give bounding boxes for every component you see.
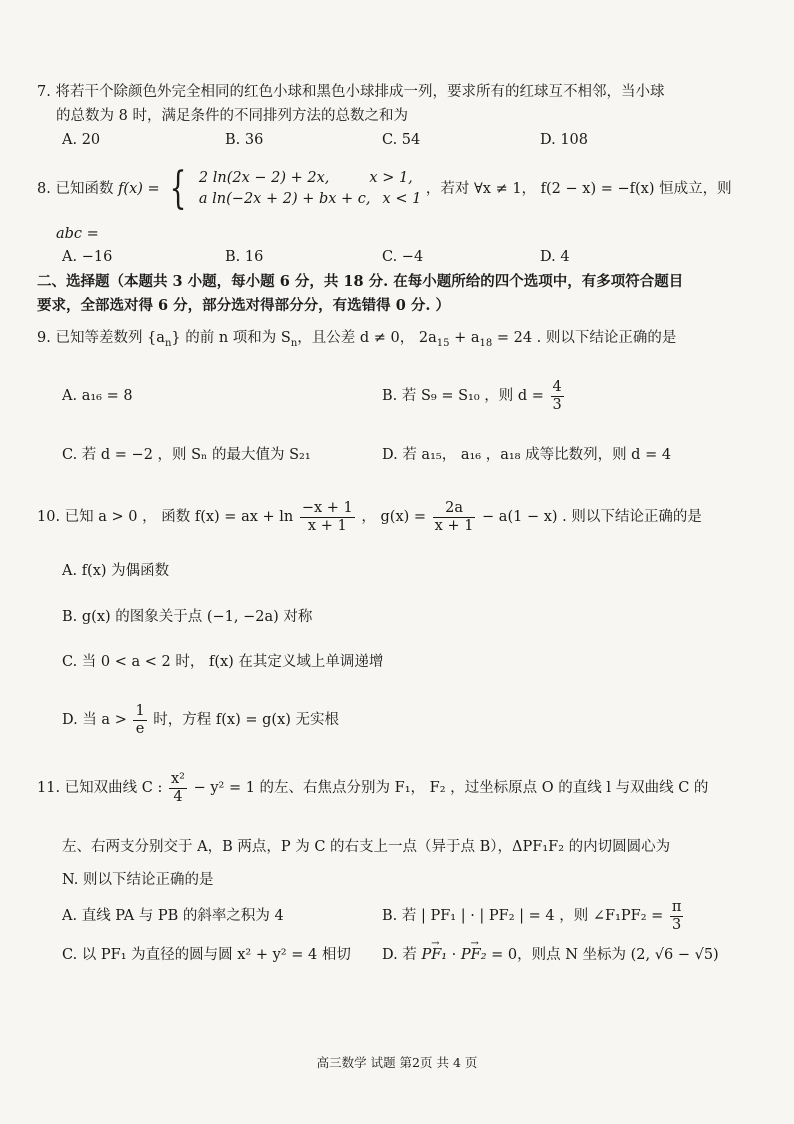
q10-option-d bbox=[62, 700, 339, 740]
q10-option-c: C. 当 0 < a < 2 时， f(x) 在其定义域上单调递增 bbox=[62, 654, 384, 670]
q11-option-a: A. 直线 PA 与 PB 的斜率之积为 4 bbox=[62, 908, 284, 924]
q9-sub-18: 18 bbox=[479, 337, 493, 349]
q8-option-b: B. 16 bbox=[225, 249, 264, 265]
q9-option-b-fraction bbox=[551, 379, 564, 414]
q11-option-d-post: = 0，则点 N 坐标为 (2, √6 − √5) bbox=[486, 947, 719, 963]
q10-option-a: A. f(x) 为偶函数 bbox=[62, 563, 170, 579]
q9-stem-a: 9. 已知等差数列 {a bbox=[37, 330, 165, 346]
fraction-numerator: x² bbox=[170, 770, 185, 787]
fraction-numerator: 4 bbox=[552, 378, 562, 395]
q11-option-b bbox=[382, 898, 685, 934]
vector-pf1: → PF₁ bbox=[421, 945, 447, 965]
q11-hyperbola-fraction bbox=[169, 771, 187, 806]
q8-option-d: D. 4 bbox=[540, 249, 570, 265]
q8-piecewise bbox=[199, 168, 421, 210]
fraction-numerator: −x + 1 bbox=[301, 499, 353, 516]
q11-stem-line1 bbox=[37, 768, 708, 808]
fraction-numerator: π bbox=[671, 898, 682, 915]
q10-option-d-fraction bbox=[133, 703, 146, 738]
q11-option-d bbox=[382, 945, 719, 965]
q8-stem-line2: abc = bbox=[56, 226, 99, 242]
q9-stem-e: = 24 . 则以下结论正确的是 bbox=[492, 330, 677, 346]
q8-option-a: A. −16 bbox=[62, 249, 113, 265]
q9-stem-d: + a bbox=[449, 330, 480, 346]
q10-f-fraction bbox=[300, 500, 355, 535]
q9-option-b bbox=[382, 378, 566, 414]
fraction-denominator: 3 bbox=[552, 396, 562, 413]
q8-cond1: x > 1, bbox=[369, 170, 413, 186]
q9-sub-n2: n bbox=[290, 337, 298, 349]
q11-stem-line3: N. 则以下结论正确的是 bbox=[62, 872, 214, 888]
fraction-denominator: x + 1 bbox=[434, 517, 474, 534]
section2-heading-line2: 要求，全部选对得 6 分，部分选对得部分分，有选错得 0 分. ） bbox=[37, 297, 450, 314]
vector-pf2: → PF₂ bbox=[461, 945, 487, 965]
q8-prefix: 8. 已知函数 bbox=[37, 181, 114, 197]
q11-stem-line2: 左、右两支分别交于 A，B 两点，P 为 C 的右支上一点（异于点 B），ΔPF₁F₂ 的内切圆圆心为 bbox=[62, 839, 671, 855]
q10-option-d-post: 时，方程 f(x) = g(x) 无实根 bbox=[153, 712, 340, 728]
q9-option-b-text: B. 若 S₉ = S₁₀ ，则 d = bbox=[382, 388, 544, 404]
q10-option-d-pre: D. 当 a > bbox=[62, 712, 127, 728]
q8-cond2: x < 1 bbox=[382, 191, 422, 207]
piecewise-brace: { bbox=[169, 163, 187, 214]
q10-stem-pre: 10. 已知 a > 0 ， 函数 f(x) = ax + ln bbox=[37, 509, 294, 525]
q9-stem bbox=[37, 328, 676, 354]
q9-option-a: A. a₁₆ = 8 bbox=[62, 388, 133, 404]
q11-option-d-pre: D. 若 bbox=[382, 947, 422, 963]
page-footer: 高三数学 试题 第2页 共 4 页 bbox=[316, 1055, 478, 1070]
q9-stem-c: ，且公差 d ≠ 0， 2a bbox=[297, 330, 437, 346]
fraction-denominator: 3 bbox=[672, 916, 682, 933]
q7-stem-line2: 的总数为 8 时，满足条件的不同排列方法的总数之和为 bbox=[56, 108, 408, 124]
q8-option-c: C. −4 bbox=[382, 249, 424, 265]
q9-sub-15: 15 bbox=[436, 337, 450, 349]
q11-option-b-fraction bbox=[670, 899, 684, 934]
q8-stem-line1 bbox=[37, 164, 732, 214]
q11-option-b-text: B. 若 | PF₁ | · | PF₂ | = 4 ，则 ∠F₁PF₂ = bbox=[382, 908, 664, 924]
q9-stem-b: } 的前 n 项和为 S bbox=[171, 330, 291, 346]
q8-case2: a ln(−2x + 2) + bx + c, bbox=[198, 191, 371, 207]
q10-g-fraction bbox=[433, 500, 476, 535]
q7-option-d: D. 108 bbox=[540, 132, 589, 148]
q9-sub-n: n bbox=[164, 337, 172, 349]
q8-suffix: ，若对 ∀x ≠ 1， f(2 − x) = −f(x) 恒成立，则 bbox=[425, 181, 732, 197]
q11-stem-pre: 11. 已知双曲线 C : bbox=[37, 780, 163, 796]
q7-stem-line1: 7. 将若干个除颜色外完全相同的红色小球和黑色小球排成一列，要求所有的红球互不相邻，当小球 bbox=[37, 84, 665, 100]
q8-fx: f(x) = bbox=[118, 181, 160, 197]
q10-stem-post: − a(1 − x) . 则以下结论正确的是 bbox=[482, 509, 702, 525]
q10-stem bbox=[37, 497, 702, 537]
q10-option-b: B. g(x) 的图象关于点 (−1, −2a) 对称 bbox=[62, 609, 313, 625]
fraction-denominator: e bbox=[135, 720, 145, 737]
q8-case1: 2 ln(2x − 2) + 2x, bbox=[198, 170, 330, 186]
fraction-numerator: 2a bbox=[433, 500, 476, 518]
q11-option-c: C. 以 PF₁ 为直径的圆与圆 x² + y² = 4 相切 bbox=[62, 947, 351, 963]
q7-option-a: A. 20 bbox=[62, 132, 101, 148]
fraction-denominator: x + 1 bbox=[307, 517, 347, 534]
q7-option-c: C. 54 bbox=[382, 132, 421, 148]
fraction-denominator: 4 bbox=[173, 788, 183, 805]
q7-option-b: B. 36 bbox=[225, 132, 264, 148]
dot-operator: · bbox=[447, 947, 461, 963]
q9-option-d: D. 若 a₁₅， a₁₆ ，a₁₈ 成等比数列，则 d = 4 bbox=[382, 447, 672, 463]
section2-heading-line1: 二、选择题（本题共 3 小题，每小题 6 分，共 18 分. 在每小题所给的四个选项中，有多项符合题目 bbox=[37, 273, 684, 290]
q10-stem-mid: ， g(x) = bbox=[361, 509, 427, 525]
q9-option-c: C. 若 d = −2 ，则 Sₙ 的最大值为 S₂₁ bbox=[62, 447, 311, 463]
fraction-numerator: 1 bbox=[135, 702, 145, 719]
q11-stem-post: − y² = 1 的左、右焦点分别为 F₁， F₂ ，过坐标原点 O 的直线 l 与双曲线 C 的 bbox=[193, 780, 709, 796]
